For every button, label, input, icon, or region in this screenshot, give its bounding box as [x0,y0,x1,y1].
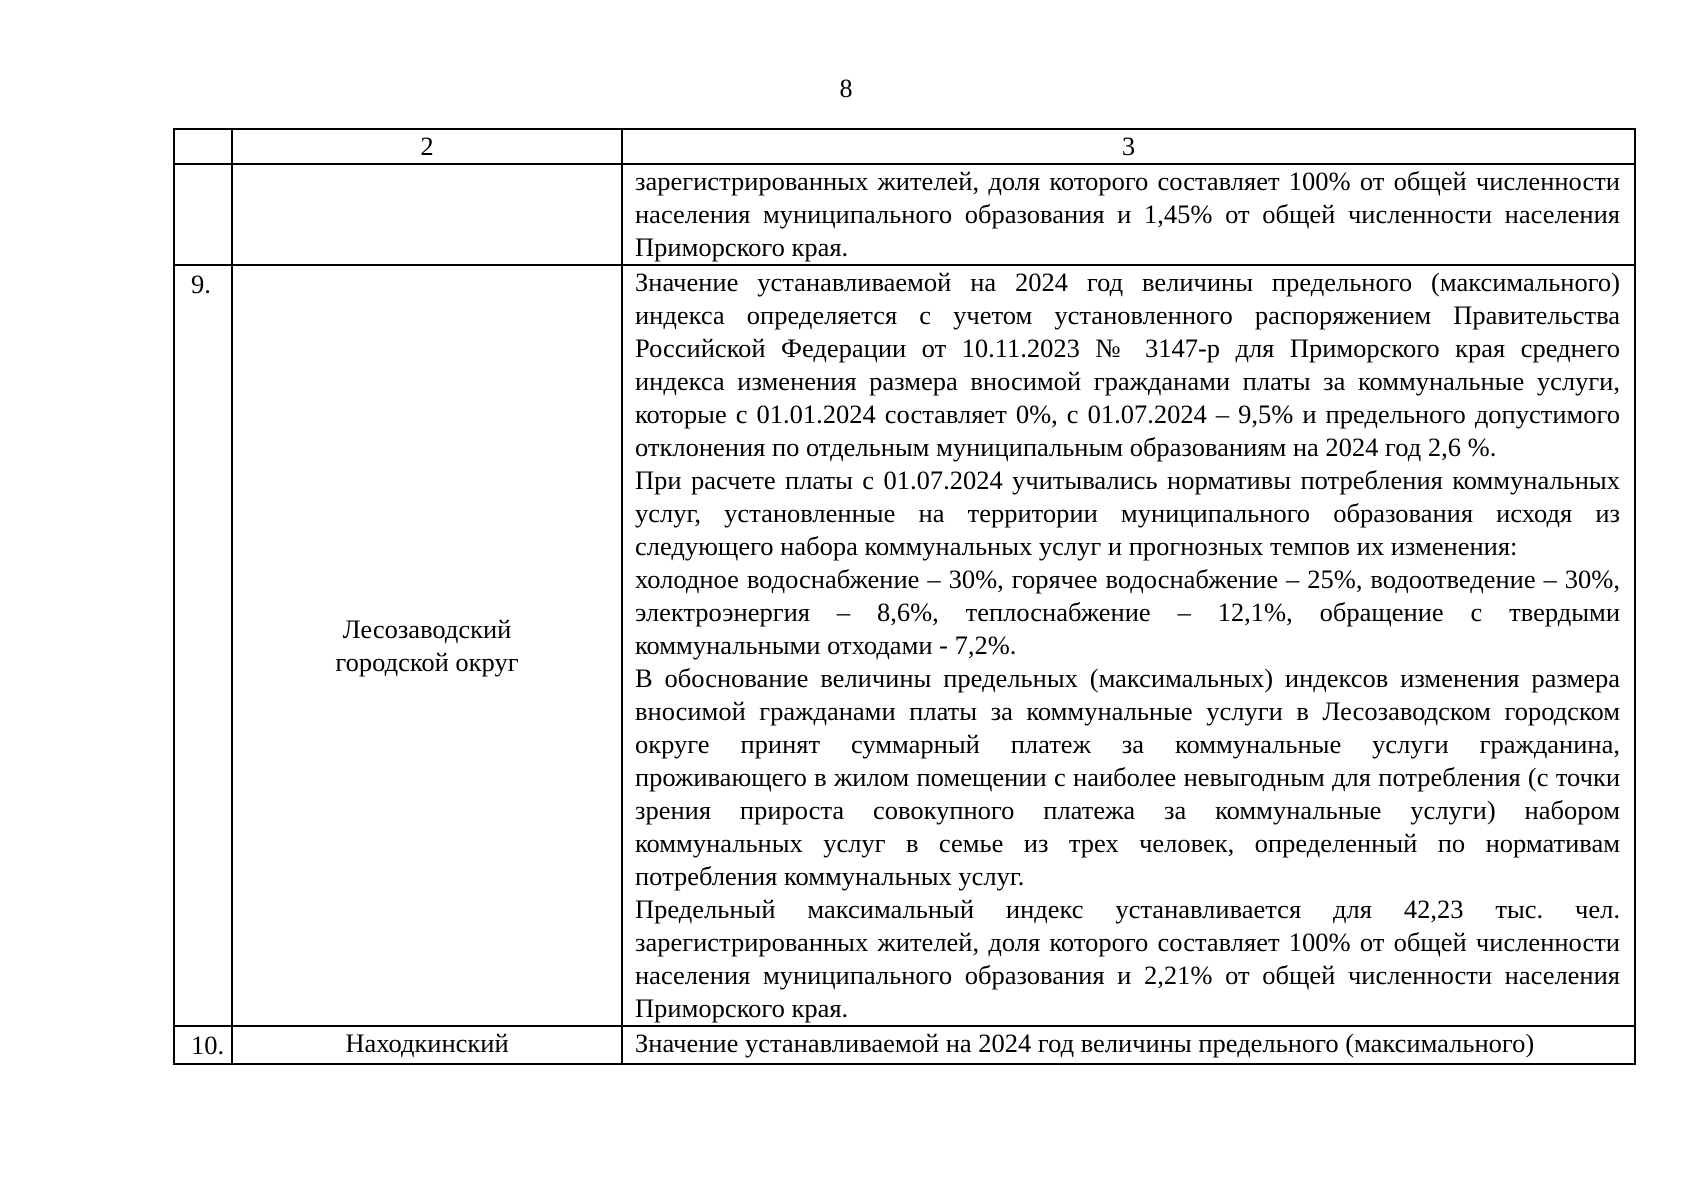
municipality-name-line-2: городской округ [335,646,519,677]
paragraph-calculation: При расчете платы с 01.07.2024 учитывались нормативы потребления коммунальных услуг, установленные на территории муниципального образования исходя из следующего набора коммунальных услуг и прогнозных темпов их изменения: [635,465,1620,561]
header-cell-3: 3 [622,129,1635,164]
justification-text-cell [622,265,1635,1026]
table-row-9 [174,265,1635,1026]
header-cell-1 [174,129,232,164]
continuation-text-cell [622,164,1635,265]
paragraph-index-basis: Значение устанавливаемой на 2024 год величины предельного (максимального) [635,1028,1535,1058]
row-number: 9. [174,265,232,1026]
paragraph-justification: В обоснование величины предельных (максимальных) индексов изменения размера вносимой гражданами платы за коммунальные услуги в Лесозаводском городском округе принят суммарный платеж за коммунальные услуги гражданина, проживающего в жилом помещении с наиболее невыгодным для потребления (с точки зрения прироста совокупного платежа за коммунальные услуги) набором коммунальных услуг в семье из трех человек, определенный по нормативам потребления коммунальных услуг. [635,663,1620,891]
paragraph-service-rates: холодное водоснабжение – 30%, горячее водоснабжение – 25%, водоотведение – 30%, электроэнергия – 8,6%, теплоснабжение – 12,1%, обращение с твердыми коммунальными отходами - 7,2%. [635,564,1620,660]
table-row-10 [174,1026,1635,1064]
index-table [173,128,1636,1065]
page-number: 8 [839,74,853,103]
row-number: 10. [174,1026,232,1064]
municipality-name-line-1: Лесозаводский [342,613,512,644]
table-row-continuation [174,164,1635,265]
paragraph-index-basis: Значение устанавливаемой на 2024 год величины предельного (максимального) индекса определяется с учетом установленного распоряжением Правительства Российской Федерации от 10.11.2023 № 3147-р для Приморского края среднего индекса изменения размера вносимой гражданами платы за коммунальные услуги, которые с 01.01.2024 составляет 0%, с 01.07.2024 – 9,5% и предельного допустимого отклонения по отдельным муниципальным образованиям на 2024 год 2,6 %. [635,267,1620,462]
table-header-row [174,129,1635,164]
municipality-name-cell [232,265,622,1026]
municipality-name-cell: Находкинский [232,1026,622,1064]
justification-text-cell [622,1026,1635,1064]
header-cell-2: 2 [232,129,622,164]
paragraph-population-share: Предельный максимальный индекс устанавливается для 42,23 тыс. чел. зарегистрированных жителей, доля которого составляет 100% от общей численности населения муниципального образования и 2,21% от общей численности населения Приморского края. [635,894,1620,1023]
continuation-name-cell [232,164,622,265]
continuation-paragraph: зарегистрированных жителей, доля которого составляет 100% от общей численности населения муниципального образования и 1,45% от общей численности населения Приморского края. [635,166,1620,262]
continuation-number-cell [174,164,232,265]
